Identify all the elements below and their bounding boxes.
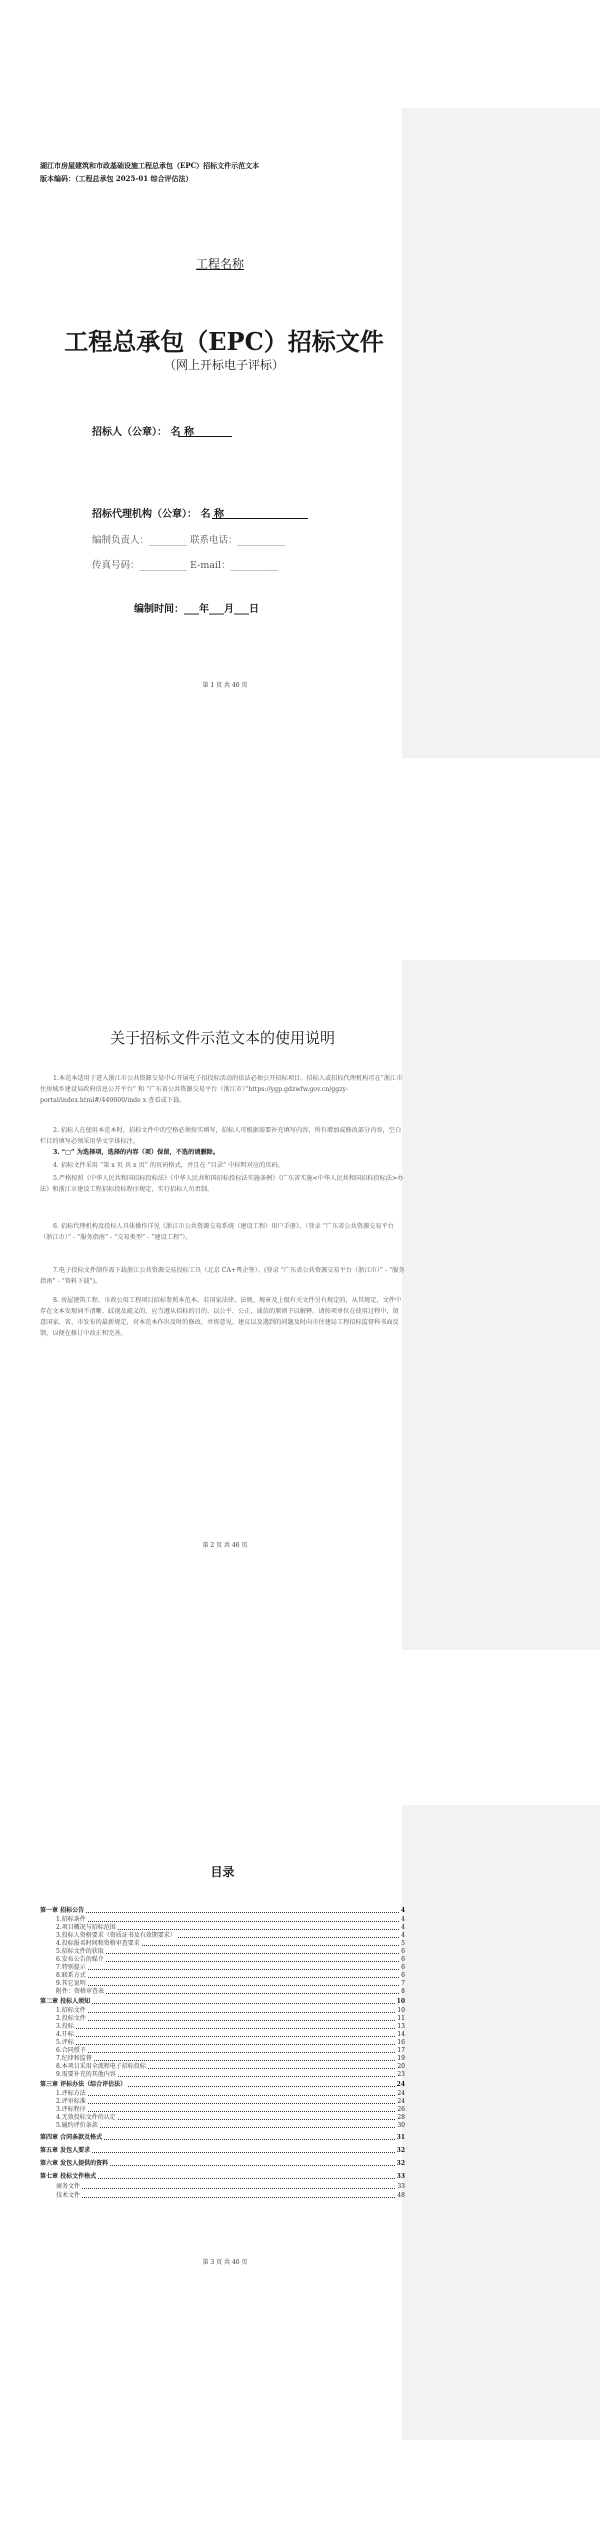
toc-entry[interactable]: 第五章 发包人要求 32 <box>40 2147 405 2154</box>
instruction-paragraph: 5.严格按照《中华人民共和国招标投标法》《中华人民共和国招标投标法实施条例》《广东省实施<中华人民共和国招标投标法>办法》和浙江市建设工程招标投标程序规定，实行招标人负责制。 <box>40 1175 404 1193</box>
instruction-paragraph: 6. 招标代理机构及投标人具体操作详见《浙江市公共资源交易系统（建设工程）用户手册》。（登录 “广东省公共资源交易平台（浙江市）” - “服务指南” - “交易类型” - “建设工程”）。 <box>40 1223 394 1241</box>
toc-entry[interactable]: 2.评审标准 24 <box>56 2098 405 2105</box>
instruction-paragraph: 8. 房屋建筑工程、市政公用工程项目招标参照本范本。若国家法律、法规、规章及上级有关文件另有规定的，从其规定，文件中存在文本发现词不清晰、歧视及疏义的，应当遵从招标的目的、以公平、公正、诚信的原则予以解释。请按项单位在使用过程中，留意国家、省、市发布的最新规定，对本范本作出及时的修改，并将意见、建议以及遇到的问题及时向市住建局工程招标监督科书面反馈，以便在修订中改正和完善。 <box>40 1297 402 1337</box>
page-number: 第 3 页 共 46 页 <box>202 2259 248 2266</box>
header-line-2: 版本编码：（工程总承包 2025-01 综合评估法） <box>40 174 193 183</box>
toc-entry[interactable]: 2.项目概况与招标范围 4 <box>56 1924 405 1931</box>
cover-page <box>0 0 600 760</box>
toc-entry[interactable]: 1.招标条件 4 <box>56 1916 405 1923</box>
toc-entry[interactable]: 6.发布公告的媒介 6 <box>56 1956 405 1963</box>
instruction-paragraph: 3. “□” 为选择项，选择的内容（项）保留，不选的请删除。 <box>53 1149 220 1156</box>
toc-page <box>0 1805 600 2545</box>
toc-entry[interactable]: 技术文件 48 <box>56 2192 405 2199</box>
toc-entry[interactable]: 附件：资格审查表 8 <box>56 1988 405 1995</box>
page-number: 第 2 页 共 46 页 <box>202 1542 248 1549</box>
toc-entry[interactable]: 4.开标 14 <box>56 2031 405 2038</box>
tenderer-underline <box>178 436 232 437</box>
document-subtitle: （网上开标电子评标） <box>163 358 284 372</box>
toc-entry[interactable]: 第三章 评标办法（综合评估法） 24 <box>40 2081 405 2088</box>
instructions-page <box>0 960 600 1660</box>
toc-entry[interactable]: 第四章 合同条款及格式 31 <box>40 2134 405 2141</box>
toc-entry[interactable]: 5.履约评价条款 30 <box>56 2122 405 2129</box>
compiler-line: 编制负责人：________ 联系电话：__________ <box>92 535 286 546</box>
toc-entry[interactable]: 8.联系方式 6 <box>56 1972 405 1979</box>
toc-entry[interactable]: 3.评标程序 26 <box>56 2106 405 2113</box>
toc-entry[interactable]: 5.评标 16 <box>56 2039 405 2046</box>
toc-entry[interactable]: 1.评标方法 24 <box>56 2090 405 2097</box>
toc-entry[interactable]: 第一章 招标公告 4 <box>40 1907 405 1914</box>
toc-entry[interactable]: 7.特别提示 6 <box>56 1964 405 1971</box>
toc-entry[interactable]: 3.投标 13 <box>56 2023 405 2030</box>
instruction-paragraph: 4. 招标文件采用 “第 x 页 共 x 页” 的页码格式，并且在 “目录” 中标明对应的页码。 <box>53 1162 284 1169</box>
toc-entry[interactable]: 9.需要补充的其他内容 23 <box>56 2071 405 2078</box>
fax-email-line: 传真号码：__________ E-mail：__________ <box>92 560 279 571</box>
toc-entry[interactable]: 6.合同授予 17 <box>56 2047 405 2054</box>
toc-entry[interactable]: 1.招标文件 10 <box>56 2007 405 2014</box>
toc-entry[interactable]: 第六章 发包人提供的资料 32 <box>40 2160 405 2167</box>
header-line-1: 湖江市房屋建筑和市政基础设施工程总承包（EPC）招标文件示范文本 <box>40 161 260 170</box>
page-side-band <box>402 960 600 1650</box>
agency-line: 招标代理机构（公章）： 名 称 <box>92 509 224 520</box>
instruction-paragraph: 7.电子投标文件制作需下载浙江公共资源交易投标工具（北京 CA+粤企签）。(登录 “广东省公共资源交易平台（浙江市）” - “服务指南” - “资料下载”)。 <box>40 1267 405 1285</box>
compile-date: 编制时间：___年___月___日 <box>134 604 259 615</box>
toc-entry[interactable]: 3.投标人资格要求（资质证书及有效期要求） 4 <box>56 1932 405 1939</box>
toc-entry[interactable]: 4.无效投标文件的认定 28 <box>56 2114 405 2121</box>
toc-entry[interactable]: 9.其它说明 7 <box>56 1980 405 1987</box>
toc-entry[interactable]: 2.投标文件 11 <box>56 2015 405 2022</box>
toc-entry[interactable]: 5.招标文件的获取 6 <box>56 1948 405 1955</box>
toc-title: 目录 <box>210 1865 235 1879</box>
toc-entry[interactable]: 7.纪律和监督 19 <box>56 2055 405 2062</box>
toc-entry[interactable]: 8.本项目采用全流程电子招标投标 20 <box>56 2063 405 2070</box>
page-number: 第 1 页 共 46 页 <box>202 682 248 689</box>
agency-underline <box>212 518 308 519</box>
toc-entry[interactable]: 第七章 投标文件格式 33 <box>40 2173 405 2180</box>
instruction-paragraph: 2. 招标人在使用本范本时，招标文件中的空格必须按实填写，招标人可根据需要补充填写内容，所有增加或修改部分内容，空白栏目的填写必须采用华文字体标注。 <box>40 1127 402 1145</box>
toc-entry[interactable]: 4.投标报名时间和资格审查要求 5 <box>56 1940 405 1947</box>
toc-entry[interactable]: 商务文件 33 <box>56 2183 405 2190</box>
instructions-title: 关于招标文件示范文本的使用说明 <box>109 1029 335 1047</box>
document-title: 工程总承包（EPC）招标文件 <box>64 327 384 356</box>
project-name: 工程名称 <box>195 257 244 271</box>
page-side-band <box>402 1805 600 2440</box>
instruction-paragraph: 1.本范本适用于进入浙江市公共资源交易中心开展电子招投标活动的依法必须公开招标项目。招标人或招标代理机构可在“浙江市住房城乡建设局政府信息公开平台” 和 “广东省公共资源交易平台（浙江市）”https://ygp.gdzwfw.gov.cn/ggzy-portal/index.html#/440600/inde x 查看或下载。 <box>40 1075 403 1104</box>
toc-entry[interactable]: 第二章 投标人须知 10 <box>40 1998 405 2005</box>
tenderer-line: 招标人（公章）： 名 称 <box>92 427 194 438</box>
page-side-band <box>402 108 600 758</box>
